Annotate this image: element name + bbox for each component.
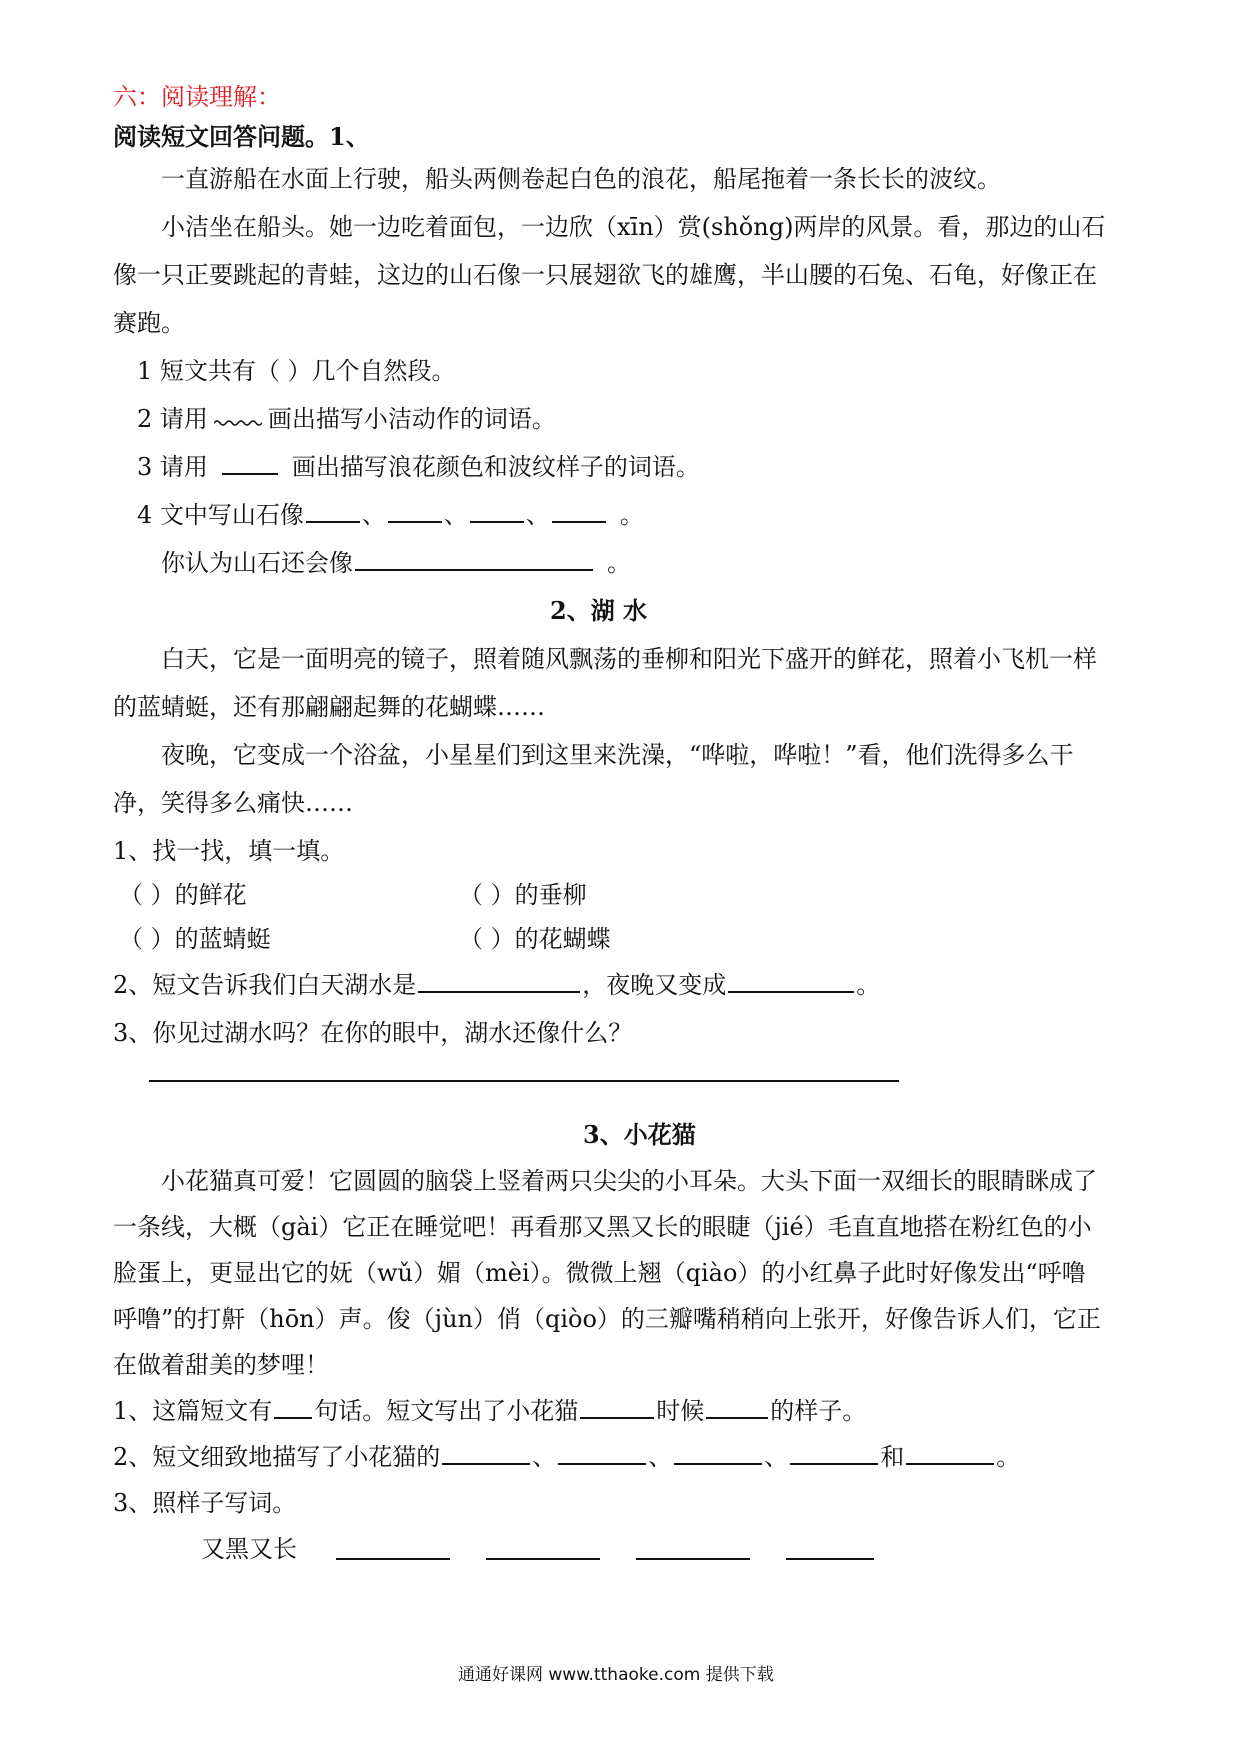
answer-blank[interactable] (306, 501, 360, 523)
passage3-line3: 脸蛋上，更显出它的妩（wǔ）媚（mèi）。微微上翘（qiào）的小红鼻子此时好像发出“呼噜 (113, 1259, 1086, 1287)
passage1-paragraph2-line1: 小洁坐在船头。她一边吃着面包，一边欣（xīn）赏(shǒng)两岸的风景。看，那边的山石 (161, 213, 1106, 241)
answer-blank[interactable] (418, 971, 580, 993)
passage1-paragraph1: 一直游船在水面上行驶，船头两侧卷起白色的浪花，船尾拖着一条长长的波纹。 (161, 165, 1001, 193)
answer-blank[interactable] (442, 1443, 530, 1465)
passage2-paragraph1-line2: 的蓝蜻蜓，还有那翩翩起舞的花蝴蝶…… (113, 693, 545, 721)
answer-line[interactable] (486, 1558, 600, 1560)
answer-blank[interactable] (906, 1443, 994, 1465)
question-text: 2、短文细致地描写了小花猫的 (113, 1443, 441, 1471)
page-footer: 通通好课网 www.tthaoke.com 提供下载 (458, 1665, 774, 1685)
section-heading: 六：阅读理解： (113, 83, 281, 111)
period: 。 (607, 549, 631, 577)
question-text: 1、这篇短文有 (113, 1397, 273, 1425)
answer-blank[interactable] (580, 1397, 654, 1419)
passage3-question3: 3、照样子写词。 (113, 1489, 297, 1517)
answer-blank[interactable] (388, 501, 442, 523)
passage3-question2 (113, 1442, 1020, 1472)
question-text: 画出描写浪花颜色和波纹样子的词语。 (291, 453, 700, 481)
question-text: 3 请用 (137, 453, 208, 481)
conjunction: 和 (880, 1443, 905, 1471)
straight-underline-sample (222, 453, 278, 475)
answer-blank[interactable] (790, 1443, 878, 1465)
period: 。 (619, 501, 644, 529)
period: 。 (996, 1443, 1021, 1471)
passage1-question3 (137, 452, 700, 482)
question-text: 的样子。 (770, 1397, 867, 1425)
question-text: 句话。短文写出了小花猫 (314, 1397, 579, 1425)
passage3-title: 3、小花猫 (583, 1120, 696, 1149)
question-text: 画出描写小洁动作的词语。 (267, 405, 556, 433)
answer-blank[interactable] (728, 971, 854, 993)
passage1-paragraph2-line3: 赛跑。 (113, 309, 185, 337)
passage2-paragraph2-line2: 净，笑得多么痛快…… (113, 789, 353, 817)
passage3-line4: 呼噜”的打鼾（hōn）声。俊（jùn）俏（qiòo）的三瓣嘴稍稍向上张开，好像告诉人们，它正 (113, 1305, 1101, 1333)
separator: 、 (764, 1443, 789, 1471)
separator: 、 (443, 501, 468, 529)
question-text: 时候 (656, 1397, 705, 1425)
passage3-line5: 在做着甜美的梦哩！ (113, 1351, 329, 1379)
answer-line[interactable] (786, 1558, 874, 1560)
fill-item-butterfly[interactable]: （ ）的花蝴蝶 (459, 925, 611, 953)
answer-blank[interactable] (558, 1443, 646, 1465)
passage1-question2 (137, 404, 556, 434)
passage1-question1: 1 短文共有（ ）几个自然段。 (137, 357, 456, 385)
passage2-question2 (113, 970, 880, 1000)
passage2-question3: 3、你见过湖水吗？在你的眼中，湖水还像什么？ (113, 1019, 633, 1047)
passage3-line2: 一条线，大概（gài）它正在睡觉吧！再看那又黑又长的眼睫（jié）毛直直地搭在粉红色的小 (113, 1213, 1092, 1241)
separator: 、 (648, 1443, 673, 1471)
answer-line[interactable] (636, 1558, 750, 1560)
answer-line[interactable] (336, 1558, 450, 1560)
period: 。 (856, 971, 881, 999)
fill-item-dragonfly[interactable]: （ ）的蓝蜻蜓 (119, 925, 271, 953)
question-text: ，夜晚又变成 (582, 971, 727, 999)
question-text: 2 请用 (137, 405, 208, 433)
answer-blank[interactable] (706, 1397, 768, 1419)
answer-blank[interactable] (355, 549, 593, 571)
answer-blank[interactable] (552, 501, 606, 523)
question-text: 2、短文告诉我们白天湖水是 (113, 971, 417, 999)
answer-blank[interactable] (274, 1397, 312, 1419)
question-text: 4 文中写山石像 (137, 501, 304, 529)
passage3-question1 (113, 1396, 866, 1426)
passage1-question5 (161, 548, 631, 578)
intro-instruction: 阅读短文回答问题。1、 (113, 122, 370, 151)
answer-blank[interactable] (470, 501, 524, 523)
passage1-question4 (137, 500, 644, 530)
answer-blank[interactable] (674, 1443, 762, 1465)
example-word: 又黑又长 (201, 1535, 297, 1563)
separator: 、 (532, 1443, 557, 1471)
passage2-title: 2、湖 水 (550, 596, 648, 625)
answer-line[interactable] (149, 1080, 899, 1082)
separator: 、 (525, 501, 550, 529)
fill-item-willow[interactable]: （ ）的垂柳 (459, 881, 587, 909)
passage2-paragraph1-line1: 白天，它是一面明亮的镜子，照着随风飘荡的垂柳和阳光下盛开的鲜花，照着小飞机一样 (161, 645, 1097, 673)
passage2-question1: 1、找一找，填一填。 (113, 837, 345, 865)
passage1-paragraph2-line2: 像一只正要跳起的青蛙，这边的山石像一只展翅欲飞的雄鹰，半山腰的石兔、石龟，好像正在 (113, 261, 1097, 289)
question-text: 你认为山石还会像 (161, 549, 353, 577)
fill-item-flowers[interactable]: （ ）的鲜花 (119, 881, 247, 909)
separator: 、 (361, 501, 386, 529)
passage2-paragraph2-line1: 夜晚，它变成一个浴盆，小星星们到这里来洗澡，“哗啦，哗啦！”看，他们洗得多么干 (161, 741, 1074, 769)
wavy-underline-sample (214, 417, 262, 427)
passage3-line1: 小花猫真可爱！它圆圆的脑袋上竖着两只尖尖的小耳朵。大头下面一双细长的眼睛眯成了 (161, 1167, 1097, 1195)
